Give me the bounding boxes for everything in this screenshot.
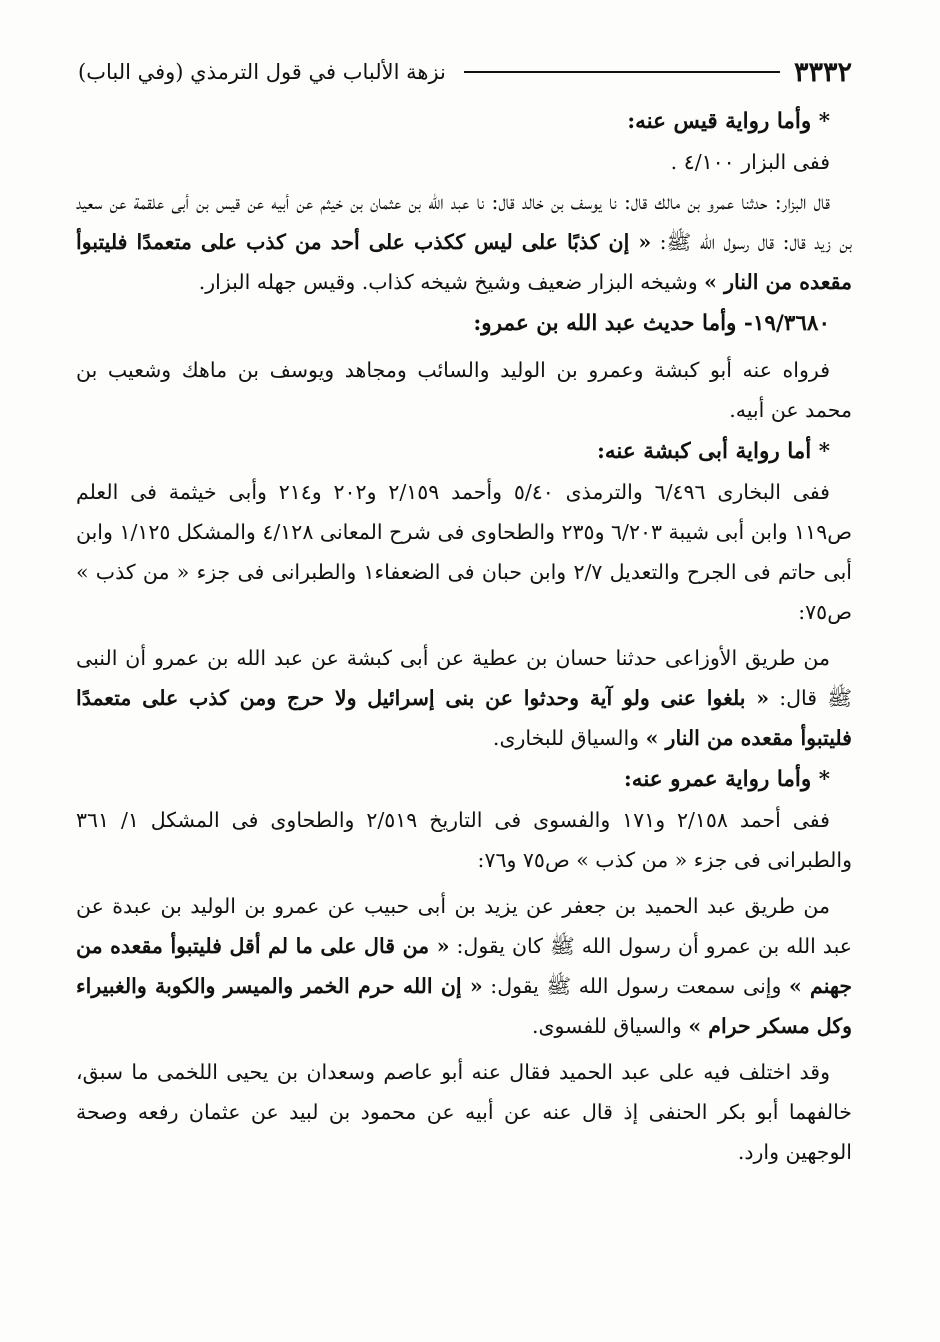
- section-heading: * أما رواية أبى كبشة عنه:: [596, 439, 830, 464]
- paragraph: من طريق عبد الحميد بن جعفر عن يزيد بن أبى حبيب عن عمرو بن الوليد بن عبدة عن عبد الله بن عمرو أن رسول الله ﷺ كان يقول: « من قال على ما لم أقل فليتبوأ مقعده من جهنم » وإنى سمعت رسول الله ﷺ يقول: « إن الله حرم الخمر والميسر والكوبة والغبيراء وكل مسكر حرام » والسياق للفسوى.: [76, 894, 853, 1038]
- paragraph: من طريق الأوزاعى حدثنا حسان بن عطية عن أبى كبشة عن عبد الله بن عمرو أن النبى ﷺ قال: « بلغوا عنى ولو آية وحدثوا عن بنى إسرائيل ولا حرج ومن كذب على متعمدًا فليتبوأ مقعده من النار » والسياق للبخارى.: [76, 646, 852, 750]
- section-heading: * وأما رواية عمرو عنه:: [623, 767, 830, 792]
- running-title: نزهة الألباب في قول الترمذي (وفي الباب): [78, 60, 446, 84]
- paragraph: وقد اختلف فيه على عبد الحميد فقال عنه أبو عاصم وسعدان بن يحيى اللخمى ما سبق، خالفهما أبو بكر الحنفى إذ قال عنه عن أبيه عن محمود بن لبيد عن عثمان رفعه وصحة الوجهين وارد.: [76, 1060, 852, 1164]
- hadith-quote: « إن الله حرم الخمر والميسر والكوبة والغبيراء وكل مسكر حرام »: [76, 974, 852, 1038]
- hadith-quote: « من قال على ما لم أقل فليتبوأ مقعده من جهنم »: [76, 934, 853, 998]
- page-header: [78, 52, 852, 92]
- paragraph: فرواه عنه أبو كبشة وعمرو بن الوليد والسائب ومجاهد ويوسف بن ماهك وشعيب بن محمد عن أبيه.: [76, 358, 852, 422]
- hadith-quote: « بلغوا عنى ولو آية وحدثوا عن بنى إسرائيل ولا حرج ومن كذب على متعمدًا فليتبوأ مقعده من النار »: [76, 686, 852, 750]
- section-heading: ١٩/٣٦٨٠- وأما حديث عبد الله بن عمرو:: [473, 311, 830, 336]
- paragraph: قال البزار: حدثنا عمرو بن مالك قال: نا يوسف بن خالد قال: نا عبد الله بن عثمان بن خيثم عن أبيه عن قيس بن أبى علقمة عن سعيد بن زيد قال: قال رسول الله ﷺ: « إن كذبًا على ليس ككذب على أحد من كذب على متعمدًا فليتبوأ مقعده من النار » وشيخه البزار ضعيف وشيخ شيخه كذاب. وقيس جهله البزار.: [76, 190, 852, 294]
- page-body: [76, 100, 852, 1172]
- paragraph: ففى البزار ٤/١٠٠ .: [670, 150, 830, 174]
- section-heading: * وأما رواية قيس عنه:: [627, 109, 830, 134]
- page-number: ٣٣٣٢: [793, 56, 852, 88]
- paragraph: ففى أحمد ٢/١٥٨ و١٧١ والفسوى فى التاريخ ٢/٥١٩ والطحاوى فى المشكل ١/ ٣٦١ والطبرانى فى جزء « من كذب » ص٧٥ و٧٦:: [76, 808, 852, 872]
- hadith-quote: « إن كذبًا على ليس ككذب على أحد من كذب على متعمدًا فليتبوأ مقعده من النار »: [76, 230, 852, 294]
- paragraph: ففى البخارى ٦/٤٩٦ والترمذى ٥/٤٠ وأحمد ٢/١٥٩ و٢٠٢ و٢١٤ وأبى خيثمة فى العلم ص١١٩ وابن أبى شيبة ٦/٢٠٣ و٢٣٥ والطحاوى فى شرح المعانى ٤/١٢٨ والمشكل ١/١٢٥ وابن أبى حاتم فى الجرح والتعديل ٢/٧ وابن حبان فى الضعفاء١ والطبرانى فى جزء « من كذب » ص٧٥:: [76, 480, 853, 624]
- header-rule: [464, 71, 780, 73]
